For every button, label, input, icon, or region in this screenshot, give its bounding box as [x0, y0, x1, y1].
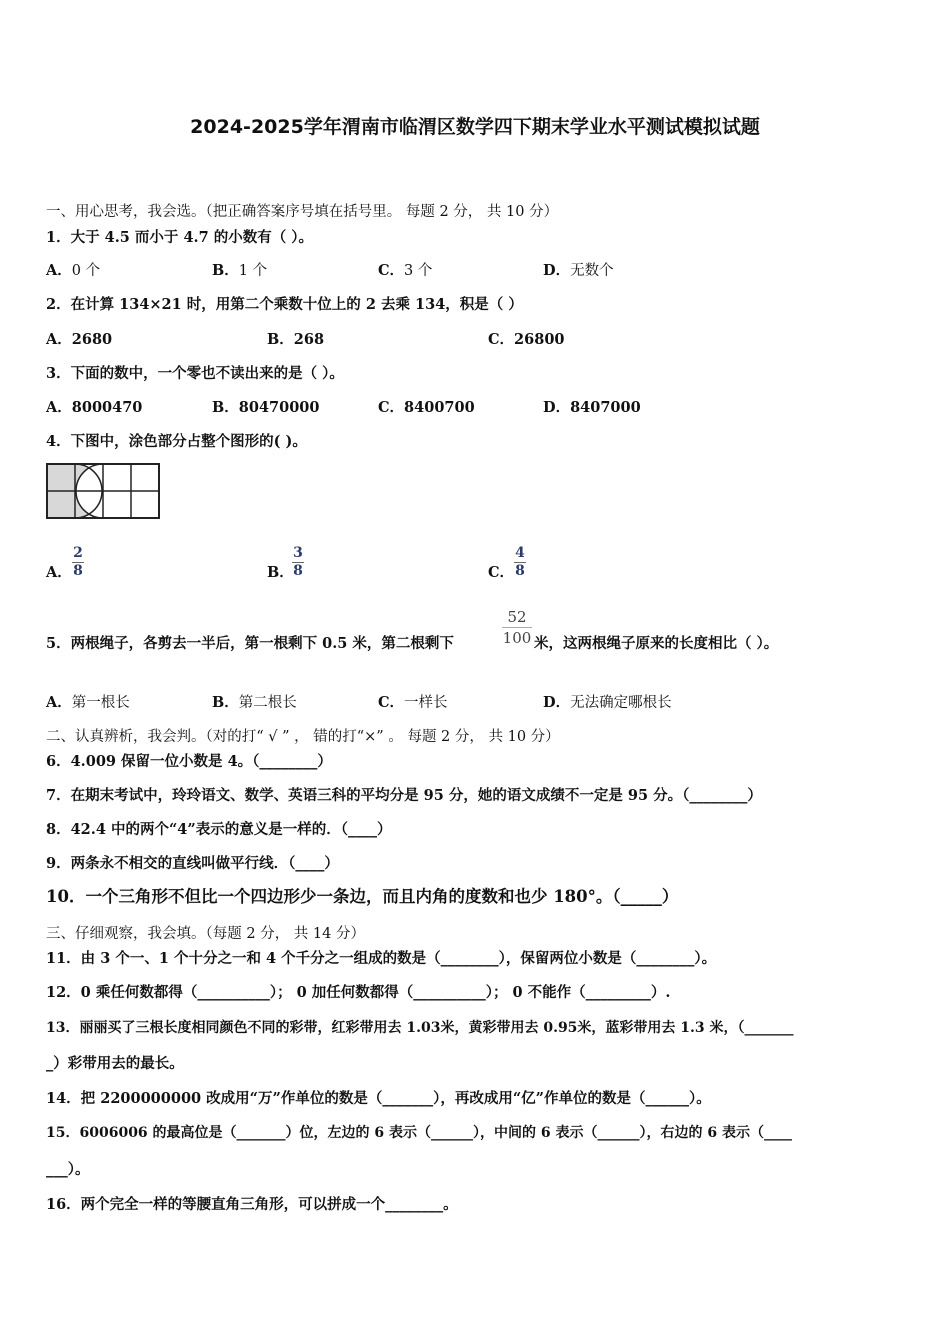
q4-option-a-label: A． — [46, 564, 72, 581]
question-15-line-1: 15．6006006 的最高位是（_______）位，左边的 6 表示（______），中间的 6 表示（______），右边的 6 表示（____ — [46, 1125, 793, 1141]
q4-option-c-fraction: 4 8 — [515, 545, 525, 579]
q4-option-c-label: C． — [488, 564, 515, 581]
q5-option-c: C．一样长 — [378, 694, 448, 711]
q5-option-b: B．第二根长 — [212, 694, 297, 711]
q1-option-c: C．3 个 — [378, 262, 433, 279]
q2-option-c: C．26800 — [488, 331, 565, 348]
q2-option-b: B．268 — [267, 331, 325, 348]
question-10: 10．一个三角形不但比一个四边形少一条边，而且内角的度数和也少 180°。（_____） — [46, 887, 679, 906]
question-6: 6．4.009 保留一位小数是 4。（________） — [46, 753, 332, 770]
q5-option-d: D．无法确定哪根长 — [543, 694, 672, 711]
section-heading-3: 三、仔细观察，我会填。（每题 2 分， 共 14 分） — [46, 926, 365, 942]
q1-option-d: D．无数个 — [543, 262, 614, 279]
q3-option-c: C．8400700 — [378, 399, 475, 416]
question-5-stem-b: 米，这两根绳子原来的长度相比（ ）。 — [534, 635, 779, 652]
question-13-line-1: 13．丽丽买了三根长度相同颜色不同的彩带，红彩带用去 1.03米，黄彩带用去 0.95米，蓝彩带用去 1.3 米，（_______ — [46, 1020, 794, 1036]
question-12: 12．0 乘任何数都得（__________）； 0 加任何数都得（__________）； 0 不能作（_________）. — [46, 984, 671, 1001]
question-15-line-2: ___）。 — [46, 1161, 90, 1178]
question-8: 8．42.4 中的两个“4”表示的意义是一样的．（____） — [46, 821, 392, 838]
question-16: 16．两个完全一样的等腰直角三角形，可以拼成一个________。 — [46, 1196, 458, 1213]
q4-option-b-label: B． — [267, 564, 294, 581]
q4-option-b-fraction: 3 8 — [293, 545, 303, 579]
question-3-stem: 3．下面的数中，一个零也不读出来的是（ ）。 — [46, 365, 344, 382]
section-heading-1: 一、用心思考，我会选。（把正确答案序号填在括号里。 每题 2 分， 共 10 分） — [46, 204, 559, 220]
q1-option-b: B．1 个 — [212, 262, 268, 279]
q1-option-a: A．0 个 — [46, 262, 101, 279]
question-13-line-2: _）彩带用去的最长。 — [46, 1055, 184, 1072]
question-11: 11．由 3 个一、1 个十分之一和 4 个千分之一组成的数是（________），保留两位小数是（________）。 — [46, 950, 717, 967]
question-7: 7．在期末考试中，玲玲语文、数学、英语三科的平均分是 95 分，她的语文成绩不一定是 95 分。（________） — [46, 787, 762, 804]
question-5-stem-a: 5．两根绳子，各剪去一半后，第一根剩下 0.5 米，第二根剩下 — [46, 635, 454, 652]
q4-grid-figure — [45, 462, 161, 520]
question-9: 9．两条永不相交的直线叫做平行线．（____） — [46, 855, 339, 872]
q3-option-b: B．80470000 — [212, 399, 320, 416]
q3-option-d: D．8407000 — [543, 399, 641, 416]
question-2-stem: 2．在计算 134×21 时，用第二个乘数十位上的 2 去乘 134，积是（ ） — [46, 296, 523, 313]
q2-option-a: A．2680 — [46, 331, 113, 348]
q5-fraction: 52 100 — [502, 608, 532, 647]
question-4-stem: 4．下图中，涂色部分占整个图形的( )。 — [46, 433, 307, 450]
question-14: 14．把 2200000000 改成用“万”作单位的数是（_______），再改成用“亿”作单位的数是（______）。 — [46, 1090, 711, 1107]
q4-option-a-fraction: 2 8 — [73, 545, 83, 579]
section-heading-2: 二、认真辨析，我会判。（对的打“ √ ” ， 错的打“×” 。 每题 2 分， 共 10 分） — [46, 729, 560, 745]
page-title: 2024-2025学年渭南市临渭区数学四下期末学业水平测试模拟试题 — [190, 116, 760, 138]
question-1-stem: 1．大于 4.5 而小于 4.7 的小数有（ ）。 — [46, 229, 314, 246]
q5-option-a: A．第一根长 — [46, 694, 130, 711]
q3-option-a: A．8000470 — [46, 399, 143, 416]
